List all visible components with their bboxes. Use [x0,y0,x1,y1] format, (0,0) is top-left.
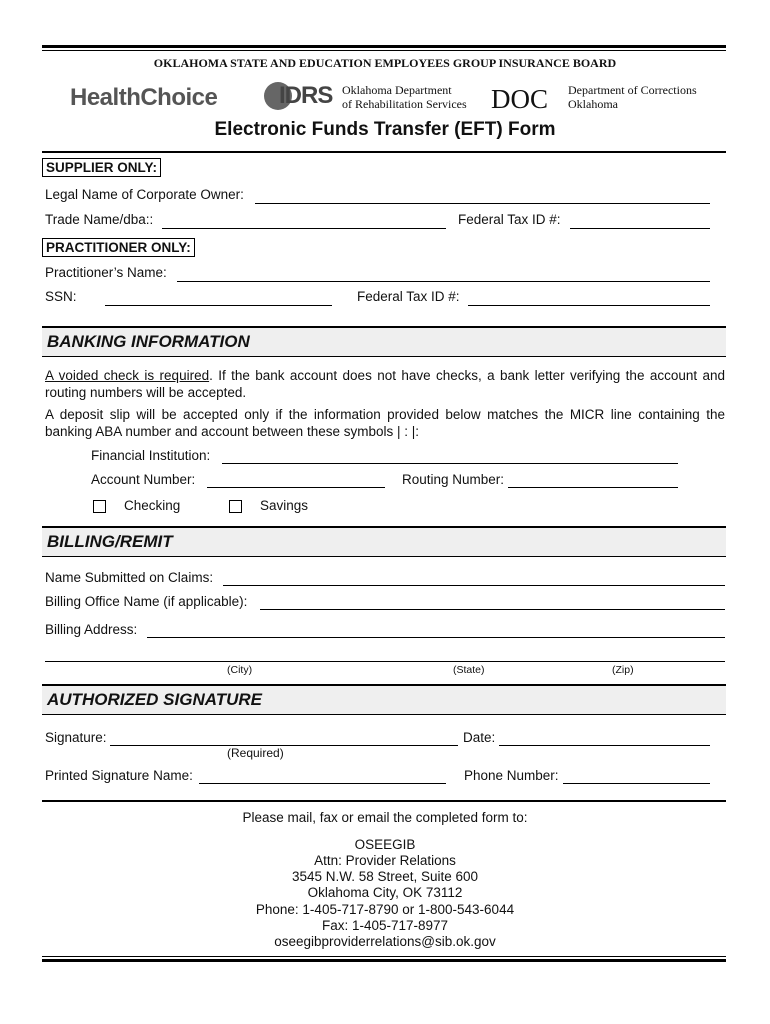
doc-logo: DOC [491,84,549,114]
legal-name-label: Legal Name of Corporate Owner: [45,187,244,202]
practitioner-tax-label: Federal Tax ID #: [357,289,460,304]
routing-label: Routing Number: [402,472,505,487]
office-name-label: Billing Office Name (if applicable): [45,594,248,609]
checking-checkbox[interactable] [93,500,106,513]
account-label: Account Number: [91,472,196,487]
odrs-line2: of Rehabilitation Services [342,97,467,111]
banking-section-header [42,326,726,357]
phone-field[interactable] [563,783,710,784]
printed-name-field[interactable] [199,783,446,784]
mail-rule [42,800,726,802]
supplier-tax-field[interactable] [570,228,710,229]
mail-phone: Phone: 1-405-717-8790 or 1-800-543-6044 [255,902,515,917]
bottom-rule-thin [42,956,726,957]
trade-name-field[interactable] [162,228,446,229]
routing-field[interactable] [508,487,678,488]
phone-label: Phone Number: [464,768,559,783]
date-label: Date: [463,730,496,745]
odrs-line1: Oklahoma Department [342,83,452,97]
practitioner-tax-field[interactable] [468,305,710,306]
mail-intro: Please mail, fax or email the completed form to: [242,810,528,825]
signature-field[interactable] [110,745,458,746]
ssn-label: SSN: [45,289,77,304]
city-caption: (City) [227,664,253,676]
mail-email[interactable]: oseegibproviderrelations@sib.ok.gov [274,934,496,949]
required-caption: (Required) [227,746,284,760]
top-rule-thin [42,50,726,51]
printed-name-label: Printed Signature Name: [45,768,193,783]
institution-field[interactable] [222,463,678,464]
banking-para1 [45,367,725,401]
practitioner-name-label: Practitioner’s Name: [45,265,167,280]
mail-city: Oklahoma City, OK 73112 [307,885,463,900]
signature-section-header [42,684,726,715]
bottom-rule [42,959,726,962]
billing-heading: BILLING/REMIT [47,532,173,551]
voided-check-required: A voided check is required [45,368,210,383]
practitioner-name-field[interactable] [177,281,710,282]
supplier-heading: SUPPLIER ONLY: [42,158,161,177]
top-rule [42,45,726,48]
account-field[interactable] [207,487,385,488]
form-title: Electronic Funds Transfer (EFT) Form [214,119,556,140]
mail-street: 3545 N.W. 58 Street, Suite 600 [291,869,479,884]
checking-label: Checking [124,498,181,513]
name-claims-label: Name Submitted on Claims: [45,570,214,585]
board-name: OKLAHOMA STATE AND EDUCATION EMPLOYEES GROUP INSURANCE BOARD [153,56,617,70]
doc-line1: Department of Corrections [568,83,697,97]
billing-address-label: Billing Address: [45,622,138,637]
mail-attn: Attn: Provider Relations [314,853,456,868]
idrs-logo: IDRS [279,82,333,109]
signature-heading: AUTHORIZED SIGNATURE [47,690,263,709]
signature-label: Signature: [45,730,107,745]
mail-fax: Fax: 1-405-717-8977 [321,918,449,933]
mail-org: OSEEGIB [354,837,416,852]
savings-checkbox[interactable] [229,500,242,513]
banking-para2: A deposit slip will be accepted only if the information provided below matches the MICR line containing the banking ABA number and account between these symbols | : |: [45,407,725,439]
city-state-zip-field[interactable] [45,661,725,662]
supplier-tax-label: Federal Tax ID #: [458,212,561,227]
institution-label: Financial Institution: [91,448,211,463]
trade-name-label: Trade Name/dba:: [45,212,154,227]
savings-label: Savings [260,498,309,513]
zip-caption: (Zip) [612,664,634,676]
billing-section-header [42,526,726,557]
banking-heading: BANKING INFORMATION [47,332,250,351]
billing-address-field[interactable] [147,637,725,638]
legal-name-field[interactable] [255,203,710,204]
state-caption: (State) [453,664,485,676]
office-name-field[interactable] [260,609,725,610]
title-rule [42,151,726,153]
practitioner-heading: PRACTITIONER ONLY: [42,238,195,257]
name-claims-field[interactable] [223,585,725,586]
banking-para1-rest: . If the bank account does not have checks, a bank letter verifying the account and routing numbers will be accepted. [45,368,726,400]
doc-line2: Oklahoma [568,97,618,111]
healthchoice-logo: HealthChoice [70,84,218,111]
ssn-field[interactable] [105,305,332,306]
date-field[interactable] [499,745,710,746]
